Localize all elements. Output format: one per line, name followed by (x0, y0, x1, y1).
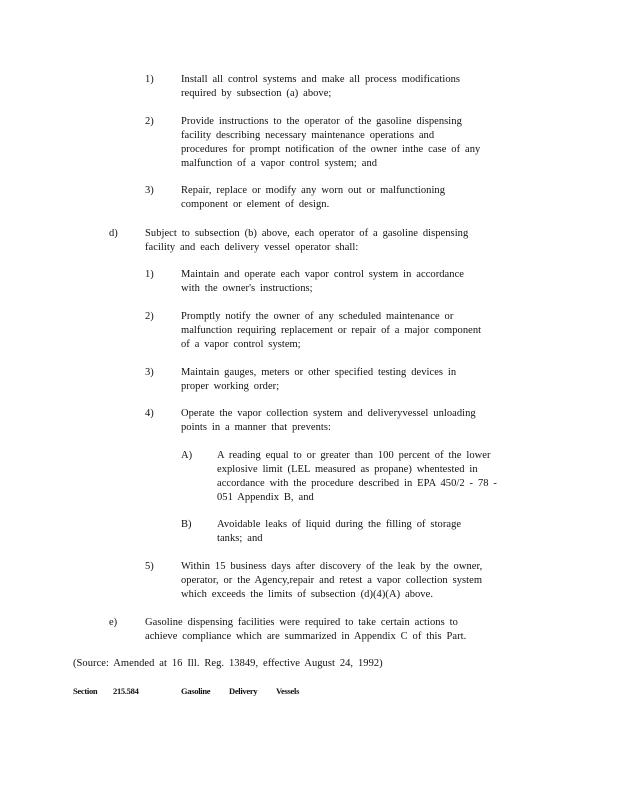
item-line: Operate the vapor collection system and deliveryvessel unloading (181, 408, 476, 419)
item-line: Within 15 business days after discovery of the leak by the owner, (181, 561, 483, 572)
item-line: of a vapor control system; (181, 339, 301, 350)
item-line: Maintain and operate each vapor control system in accordance (181, 269, 464, 280)
item-marker: 2) (145, 116, 154, 127)
subitem-marker: B) (181, 519, 192, 530)
subitem-line: tanks; and (217, 533, 263, 544)
subitem-line: 051 Appendix B, and (217, 492, 314, 503)
subitem-line: accordance with the procedure described in EPA 450/2 - 78 - (217, 478, 497, 489)
item-marker: 1) (145, 269, 154, 280)
source-note: (Source: Amended at 16 Ill. Reg. 13849, effective August 24, 1992) (73, 658, 383, 669)
item-line: proper working order; (181, 381, 280, 392)
subsection-line: achieve compliance which are summarized in Appendix C of this Part. (145, 631, 467, 642)
item-line: malfunction requiring replacement or repair of a major component (181, 325, 482, 336)
subsection-marker: e) (109, 617, 118, 628)
item-marker: 3) (145, 367, 154, 378)
subsection-line: Subject to subsection (b) above, each operator of a gasoline dispensing (145, 228, 469, 239)
item-line: Provide instructions to the operator of the gasoline dispensing (181, 116, 462, 127)
item-line: operator, or the Agency,repair and retest a vapor collection system (181, 575, 483, 586)
item-line: facility describing necessary maintenance operations and (181, 130, 435, 141)
subsection-marker: d) (109, 228, 118, 239)
item-line: Install all control systems and make all process modifications (181, 74, 461, 85)
item-marker: 5) (145, 561, 154, 572)
item-line: with the owner's instructions; (181, 283, 313, 294)
item-marker: 3) (145, 185, 154, 196)
subitem-line: explosive limit (LEL measured as propane) whentested in (217, 464, 478, 475)
subitem-marker: A) (181, 450, 193, 461)
section-title-word: Gasoline (181, 686, 211, 696)
item-line: Promptly notify the owner of any scheduled maintenance or (181, 311, 454, 322)
section-title-word: Delivery (229, 686, 258, 696)
item-marker: 2) (145, 311, 154, 322)
item-line: malfunction of a vapor control system; and (181, 158, 378, 169)
subsection-line: Gasoline dispensing facilities were required to take certain actions to (145, 617, 458, 628)
item-marker: 4) (145, 408, 154, 419)
section-title-word: Vessels (276, 686, 300, 696)
item-line: Maintain gauges, meters or other specified testing devices in (181, 367, 457, 378)
subitem-line: Avoidable leaks of liquid during the filling of storage (217, 519, 462, 530)
item-line: points in a manner that prevents: (181, 422, 331, 433)
section-label: Section (73, 686, 98, 696)
subsection-line: facility and each delivery vessel operator shall: (145, 242, 359, 253)
section-number: 215.584 (113, 686, 139, 696)
item-line: procedures for prompt notification of the owner inthe case of any (181, 144, 481, 155)
subitem-line: A reading equal to or greater than 100 percent of the lower (217, 450, 491, 461)
item-line: required by subsection (a) above; (181, 88, 332, 99)
item-marker: 1) (145, 74, 154, 85)
item-line: which exceeds the limits of subsection (d)(4)(A) above. (181, 589, 433, 600)
item-line: Repair, replace or modify any worn out or malfunctioning (181, 185, 446, 196)
item-line: component or element of design. (181, 199, 330, 210)
